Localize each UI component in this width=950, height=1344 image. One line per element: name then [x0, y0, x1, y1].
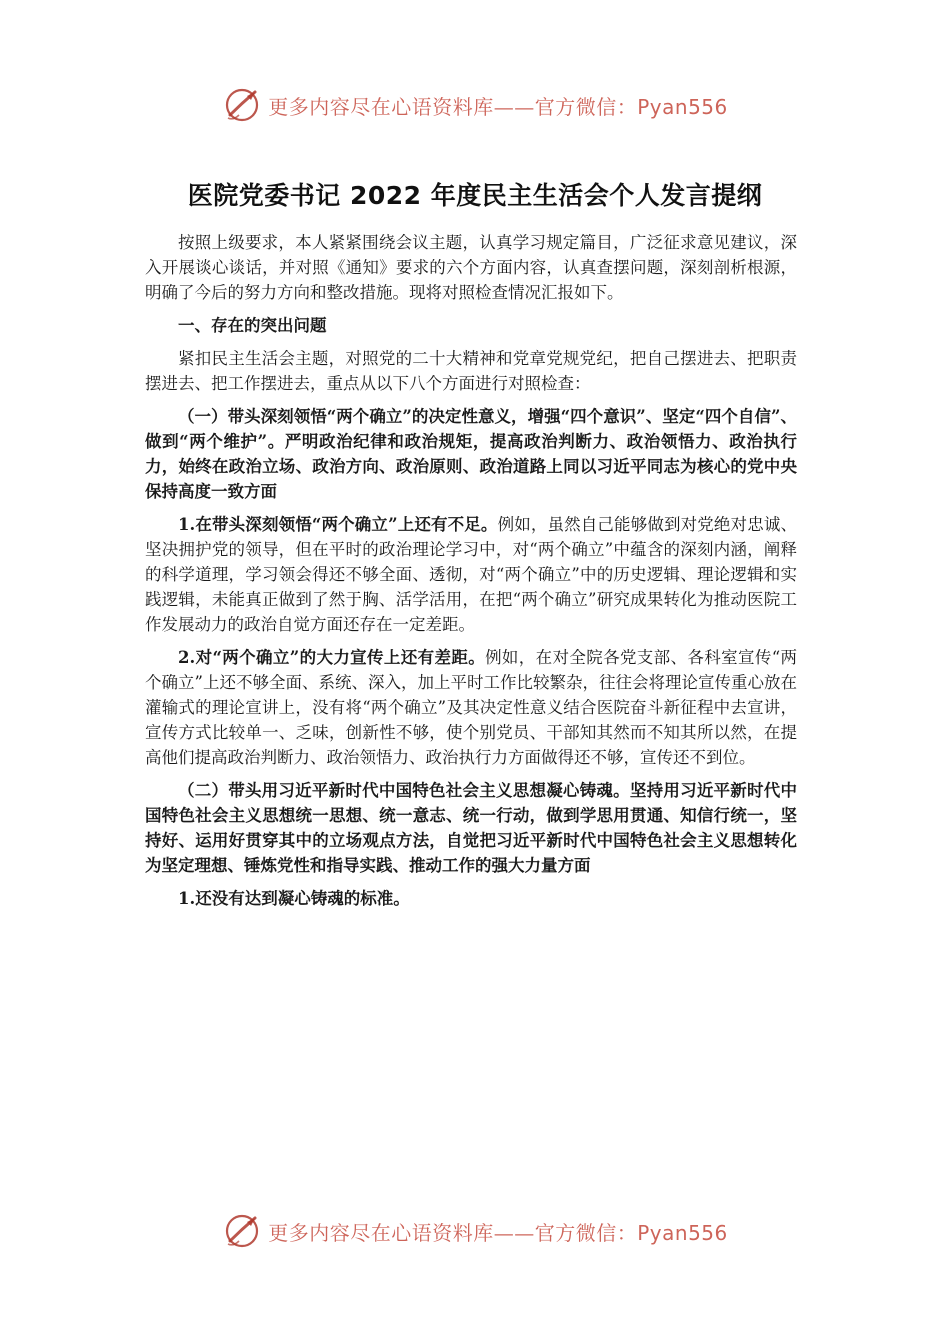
intro-paragraph: 按照上级要求，本人紧紧围绕会议主题，认真学习规定篇目，广泛征求意见建议，深入开展谈心谈话，并对照《通知》要求的六个方面内容，认真查摆问题，深刻剖析根源，明确了今后的努力方向和整改措施。现将对照检查情况汇报如下。 [145, 233, 797, 302]
watermark-text: 更多内容尽在心语资料库——官方微信：Pyan556 [268, 94, 728, 119]
section-heading-1: 一、存在的突出问题 [178, 316, 327, 335]
item-paragraph-1 [145, 512, 797, 637]
item-text-2: 例如，在对全院各党支部、各科室宣传“两个确立”上还不够全面、系统、深入，加上平时工作比较繁杂，往往会将理论宣传重心放在灌输式的理论宣讲上，没有将“两个确立”及其决定性意义结合医院奋斗新征程中去宣讲，宣传方式比较单一、乏味，创新性不够，使个别党员、干部知其然而不知其所以然，在提高他们提高政治判断力、政治领悟力、政治执行力方面做得还不够，宣传还不到位。 [145, 648, 797, 767]
watermark-text: 更多内容尽在心语资料库——官方微信：Pyan556 [268, 1220, 728, 1245]
body-paragraph: 紧扣民主生活会主题，对照党的二十大精神和党章党规党纪，把自己摆进去、把职责摆进去、把工作摆进去，重点从以下八个方面进行对照检查： [145, 349, 797, 393]
subsection-heading-1: （一）带头深刻领悟“两个确立”的决定性意义，增强“四个意识”、坚定“四个自信”、做到“两个维护”。严明政治纪律和政治规矩，提高政治判断力、政治领悟力、政治执行力，始终在政治立场、政治方向、政治原则、政治道路上同以习近平同志为核心的党中央保持高度一致方面 [145, 407, 797, 501]
item-lead-2: 2.对“两个确立”的大力宣传上还有差距。 [178, 648, 486, 667]
subsection-heading-2: （二）带头用习近平新时代中国特色社会主义思想凝心铸魂。坚持用习近平新时代中国特色社会主义思想统一思想、统一意志、统一行动，做到学思用贯通、知信行统一，坚持好、运用好贯穿其中的立场观点方法，自觉把习近平新时代中国特色社会主义思想转化为坚定理想、锤炼党性和指导实践、推动工作的强大力量方面 [145, 781, 797, 875]
pen-logo-icon [222, 85, 262, 125]
item-lead-1: 1.在带头深刻领悟“两个确立”上还有不足。 [178, 515, 498, 534]
item-paragraph-2 [145, 645, 797, 770]
pen-logo-icon [222, 1211, 262, 1251]
item-text-1: 例如，虽然自己能够做到对党绝对忠诚、坚决拥护党的领导，但在平时的政治理论学习中，对“两个确立”中蕴含的深刻内涵，阐释的科学道理，学习领会得还不够全面、透彻，对“两个确立”中的历史逻辑、理论逻辑和实践逻辑，未能真正做到了然于胸、活学活用，在把“两个确立”研究成果转化为推动医院工作发展动力的政治自觉方面还存在一定差距。 [145, 515, 797, 634]
watermark-top [0, 82, 950, 128]
document-body [145, 230, 797, 919]
document-title: 医院党委书记 2022 年度民主生活会个人发言提纲 [187, 181, 763, 210]
watermark-bottom [0, 1208, 950, 1254]
item-heading-3: 1.还没有达到凝心铸魂的标准。 [178, 889, 410, 908]
